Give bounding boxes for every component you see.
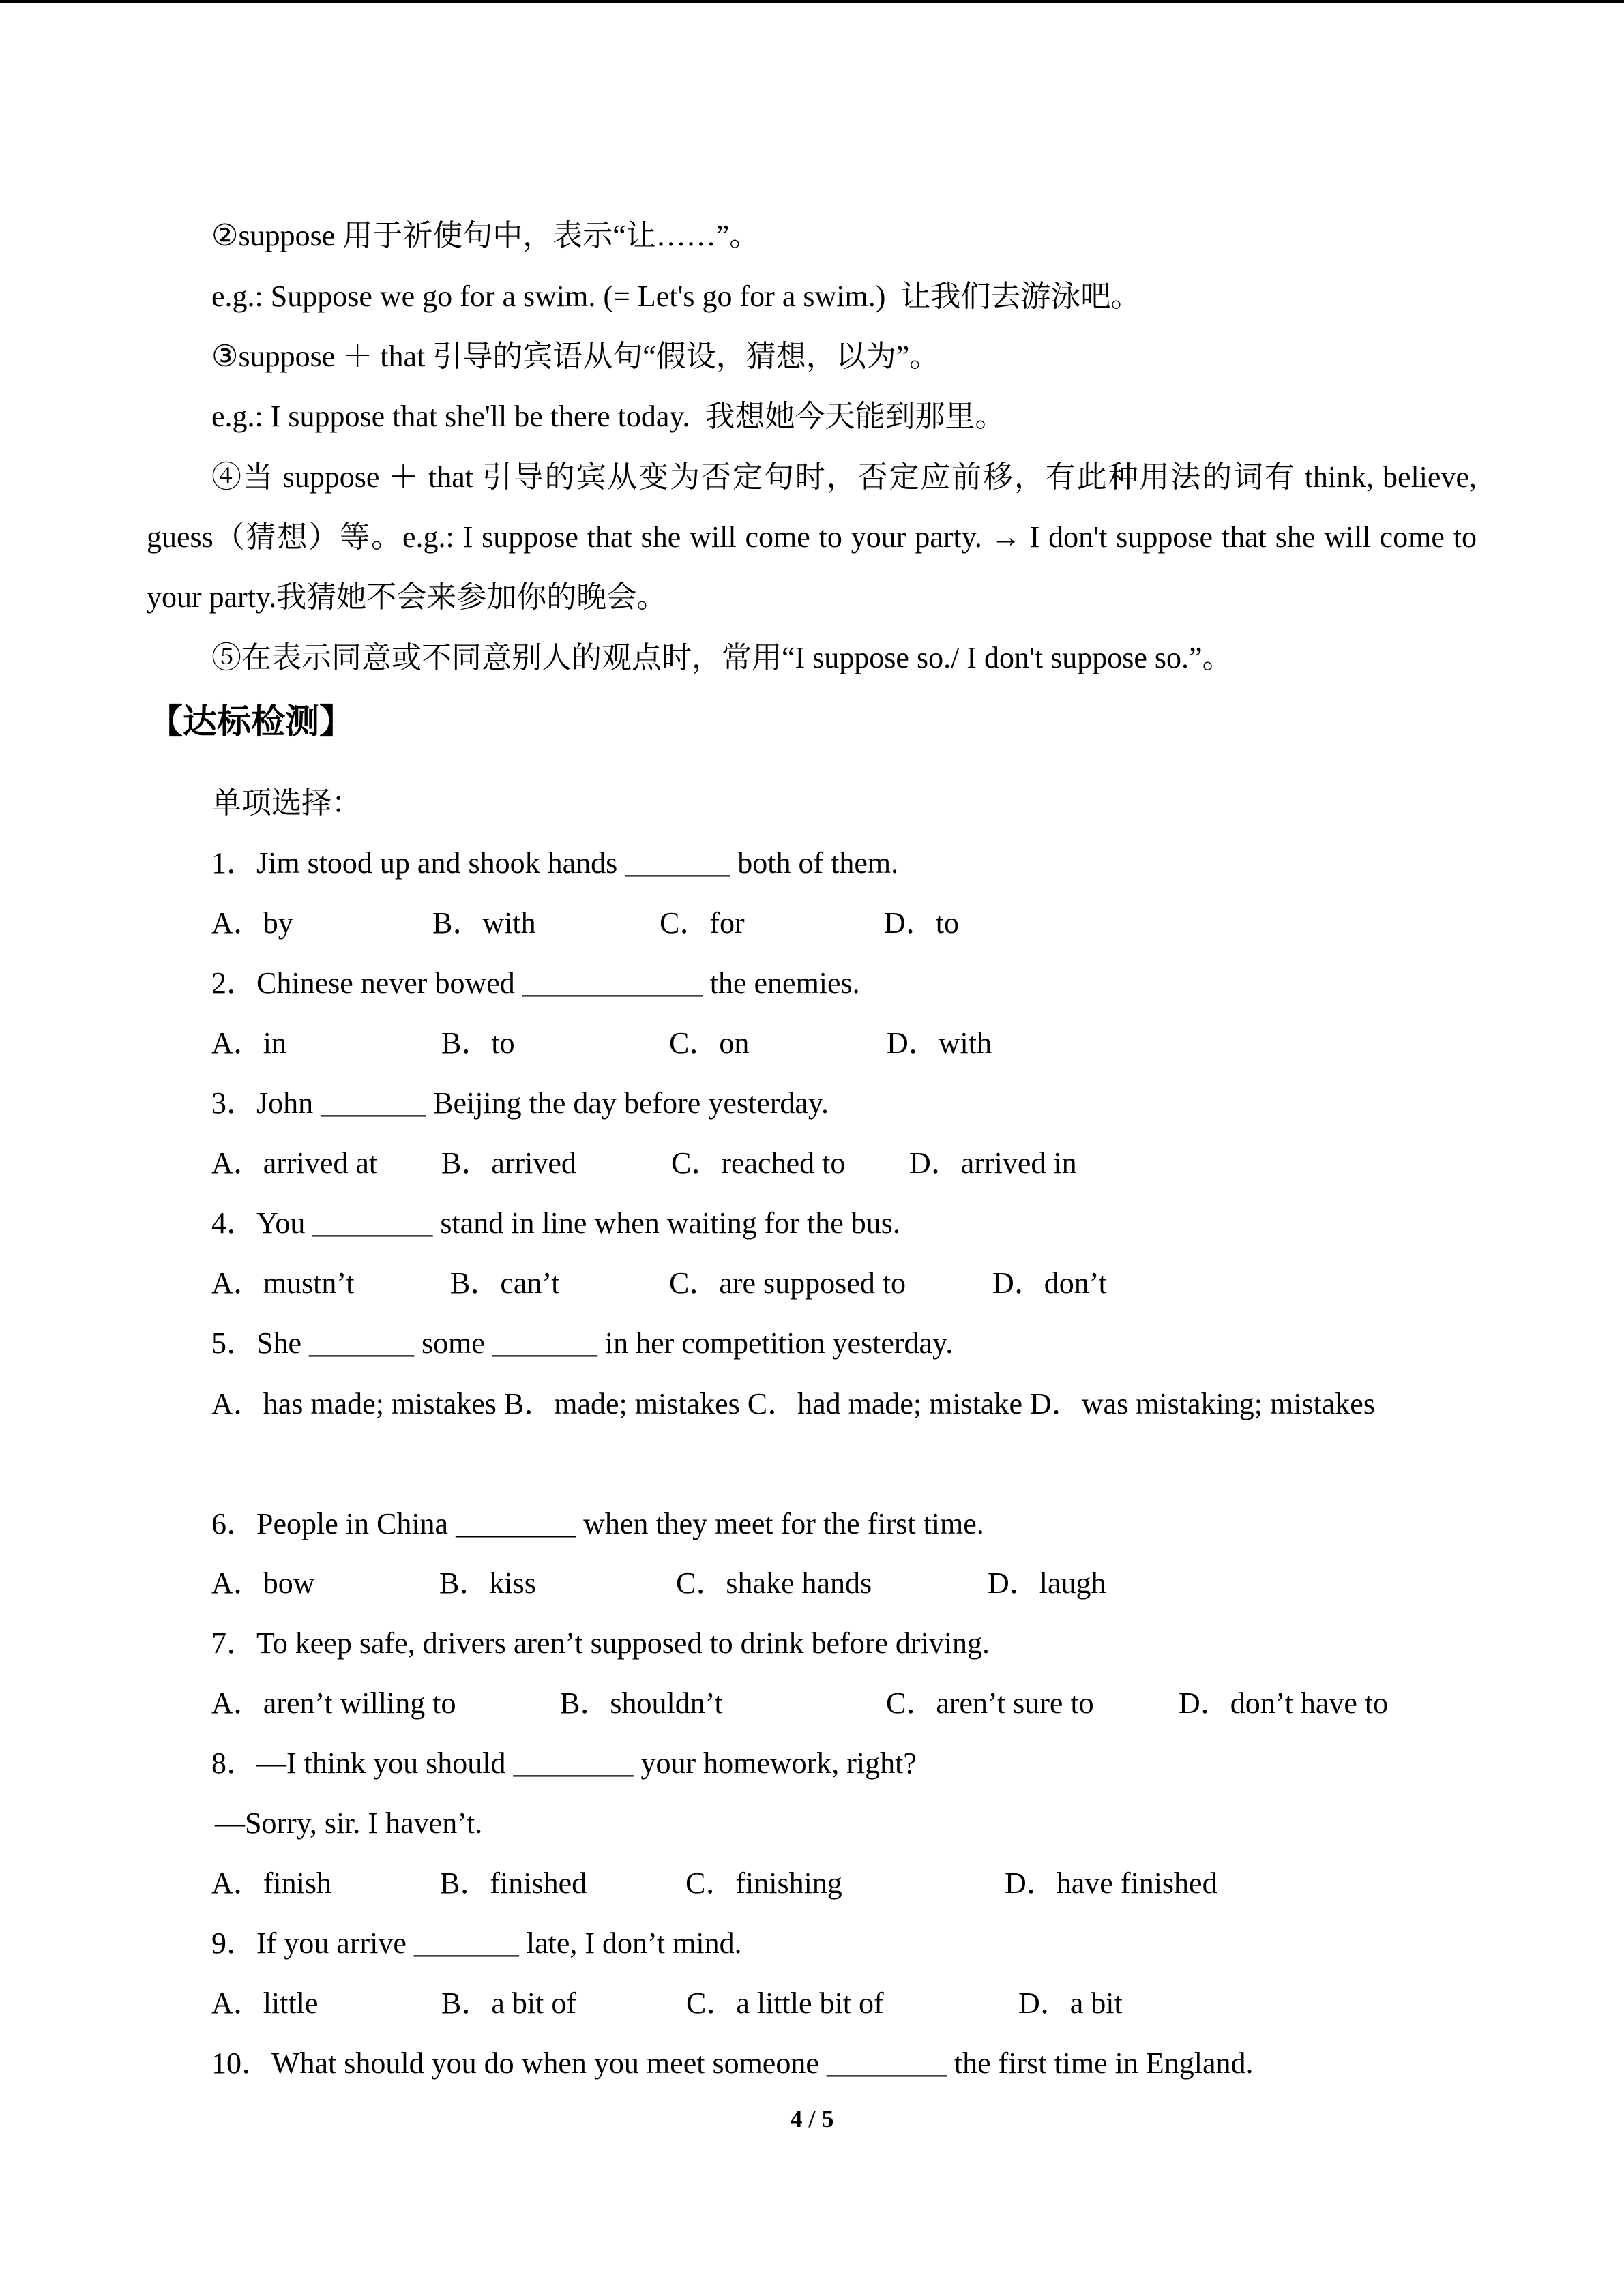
q7-option-b: B．shouldn’t [560, 1686, 723, 1720]
note-4: ④当 suppose ＋ that 引导的宾从变为否定句时，否定应前移，有此种用法的词有 think, believe, guess（猜想）等。e.g.: I suppose that she will come to your party. → I don't suppose that she will come to your party.我猜她不会来参加你的晚会。 [147, 460, 1477, 614]
q6-option-b: B．kiss [439, 1566, 536, 1600]
q9-option-c: C．a little bit of [686, 1986, 884, 2020]
question-2-stem: 2．Chinese never bowed ____________ the enemies. [211, 966, 860, 1000]
q8-option-c: C．finishing [685, 1866, 842, 1900]
section-title: 【达标检测】 [149, 702, 353, 741]
q3-option-b: B．arrived [441, 1146, 576, 1180]
note-5: ⑤在表示同意或不同意别人的观点时，常用“I suppose so./ I don't suppose so.”。 [211, 641, 1232, 674]
q1-option-b: B．with [432, 906, 536, 940]
q4-option-d: D．don’t [992, 1266, 1107, 1300]
question-9-stem: 9．If you arrive _______ late, I don’t mind. [211, 1926, 742, 1960]
question-4-stem: 4．You ________ stand in line when waiting for the bus. [211, 1206, 900, 1240]
note-2: ②suppose 用于祈使句中，表示“让……”。 [211, 219, 760, 252]
q9-option-a: A．little [211, 1986, 319, 2020]
note-3-example: e.g.: I suppose that she'll be there today. 我想她今天能到那里。 [211, 400, 1005, 433]
question-3-stem: 3．John _______ Beijing the day before yesterday. [211, 1086, 829, 1120]
q3-option-a: A．arrived at [211, 1146, 378, 1180]
q4-option-a: A．mustn’t [211, 1266, 355, 1300]
page-number: 4 / 5 [790, 2105, 834, 2132]
q7-option-a: A．aren’t willing to [211, 1686, 456, 1720]
top-border [0, 0, 1624, 3]
question-8-stem: 8．—I think you should ________ your homework, right? [211, 1746, 917, 1780]
q5-options: A．has made; mistakes B．made; mistakes C．had made; mistake D．was mistaking; mistakes [211, 1387, 1375, 1420]
q1-option-a: A．by [211, 906, 293, 940]
question-1-stem: 1．Jim stood up and shook hands _______ both of them. [211, 846, 899, 880]
q8-option-a: A．finish [211, 1866, 331, 1900]
q9-option-d: D．a bit [1018, 1986, 1123, 2020]
q7-option-c: C．aren’t sure to [886, 1686, 1094, 1720]
question-10-stem: 10．What should you do when you meet someone ________ the first time in England. [211, 2046, 1254, 2080]
q6-option-a: A．bow [211, 1566, 315, 1600]
question-6-stem: 6．People in China ________ when they meet for the first time. [211, 1507, 984, 1540]
note-3: ③suppose ＋ that 引导的宾语从句“假设，猜想，以为”。 [211, 340, 940, 373]
note-2-example: e.g.: Suppose we go for a swim. (= Let's go for a swim.) 让我们去游泳吧。 [211, 280, 1141, 313]
q8-option-d: D．have finished [1005, 1866, 1217, 1900]
q2-option-b: B．to [441, 1026, 515, 1060]
q2-option-c: C．on [669, 1026, 750, 1060]
q3-option-d: D．arrived in [909, 1146, 1077, 1180]
q7-option-d: D．don’t have to [1179, 1686, 1389, 1720]
q4-option-c: C．are supposed to [669, 1266, 906, 1300]
q3-option-c: C．reached to [671, 1146, 846, 1180]
question-7-stem: 7．To keep safe, drivers aren’t supposed to drink before driving. [211, 1626, 990, 1660]
q1-option-c: C．for [660, 906, 745, 940]
q2-option-a: A．in [211, 1026, 286, 1060]
q9-option-b: B．a bit of [441, 1986, 576, 2020]
q8-option-b: B．finished [440, 1866, 587, 1900]
q6-option-c: C．shake hands [676, 1566, 872, 1600]
q1-option-d: D．to [884, 906, 959, 940]
question-5-stem: 5．She _______ some _______ in her competition yesterday. [211, 1326, 954, 1360]
question-8-reply: —Sorry, sir. I haven’t. [215, 1806, 483, 1840]
instruction: 单项选择： [211, 786, 361, 820]
q2-option-d: D．with [887, 1026, 992, 1060]
q4-option-b: B．can’t [450, 1266, 560, 1300]
q6-option-d: D．laugh [988, 1566, 1106, 1600]
